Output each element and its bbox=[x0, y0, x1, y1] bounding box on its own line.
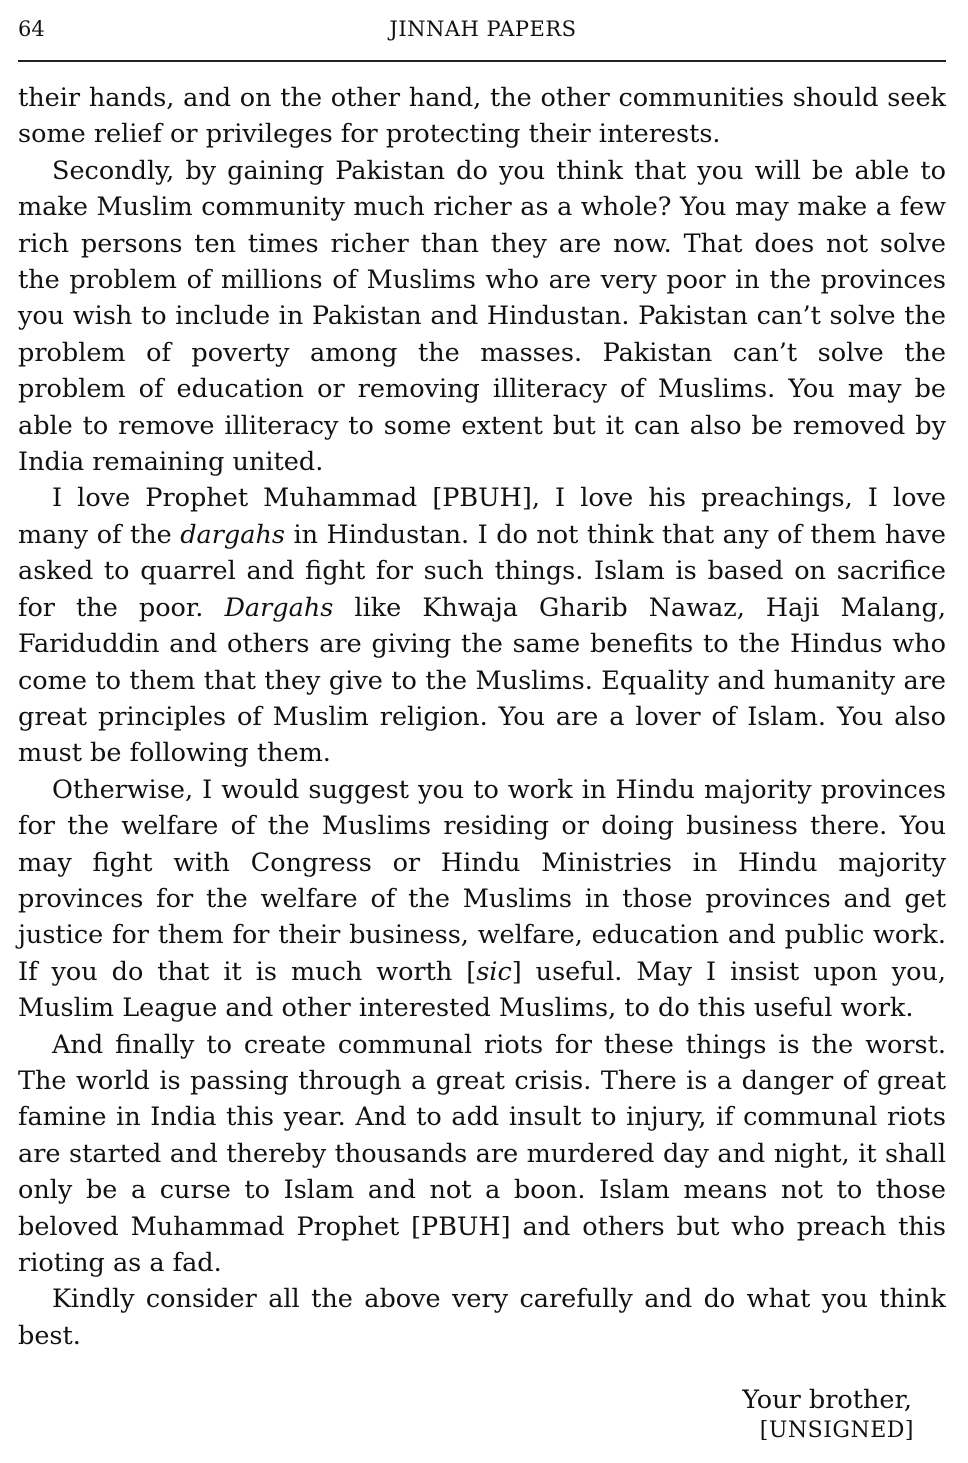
paragraph-4-text-b: ] useful. May I insist upon you, Muslim League and other interested Muslims, to do this useful work. bbox=[18, 956, 946, 1024]
paragraph-4 bbox=[18, 772, 946, 1027]
sic-term: sic bbox=[476, 956, 512, 987]
signature-line: [UNSIGNED] bbox=[759, 1418, 914, 1443]
page-number: 64 bbox=[18, 17, 45, 41]
dargahs-term: Dargahs bbox=[224, 592, 334, 623]
paragraph-4-text-a: Otherwise, I would suggest you to work in Hindu majority provinces for the welfare of the Muslims residing or doing business there. You may fight with Congress or Hindu Ministries in Hindu majority provinces for the welfare of the Muslims in those provinces and get justice for them for their business, welfare, education and public work. If you do that it is much worth [ bbox=[18, 774, 946, 987]
paragraph-3-text-b: in Hindustan. I do not think that any of them have asked to quarrel and fight for such things. Islam is based on sacrifice for the poor. bbox=[18, 519, 946, 623]
closing-salutation: Your brother, bbox=[742, 1385, 912, 1415]
paragraph-3-text-c: like Khwaja Gharib Nawaz, Haji Malang, Fariduddin and others are giving the same benefits to the Hindus who come to them that they give to the Muslims. Equality and humanity are great principles of Muslim religion. You are a lover of Islam. You also must be following them. bbox=[18, 592, 946, 769]
paragraph-3-text-a: I love Prophet Muhammad [PBUH], I love his preachings, I love many of the bbox=[18, 483, 946, 550]
dargahs-term: dargahs bbox=[180, 519, 285, 550]
paragraph-3 bbox=[18, 480, 946, 771]
letter-body bbox=[18, 80, 946, 1354]
header-rule bbox=[18, 60, 946, 62]
running-title: JINNAH PAPERS bbox=[389, 17, 577, 41]
paragraph-5: And finally to create communal riots for these things is the worst. The world is passing through a great crisis. There is a danger of great famine in India this year. And to add insult to injury, if communal riots are started and thereby thousands are murdered day and night, it shall only be a curse to Islam and not a boon. Islam means not to those beloved Muhammad Prophet [PBUH] and others but who preach this rioting as a fad. bbox=[18, 1029, 946, 1278]
paragraph-6: Kindly consider all the above very carefully and do what you think best. bbox=[18, 1284, 946, 1351]
paragraph-2: Secondly, by gaining Pakistan do you think that you will be able to make Muslim community much richer as a whole? You may make a few rich persons ten times richer than they are now. That does not solve the problem of millions of Muslims who are very poor in the provinces you wish to include in Pakistan and Hindustan. Pakistan can’t solve the problem of poverty among the masses. Pakistan can’t solve the problem of education or removing illiteracy of Muslims. You may be able to remove illiteracy to some extent but it can also be removed by India remaining united. bbox=[18, 155, 946, 478]
book-page bbox=[18, 0, 948, 1463]
paragraph-1: their hands, and on the other hand, the other communities should seek some relief or privileges for protecting their interests. bbox=[18, 83, 946, 150]
page-header bbox=[18, 14, 948, 44]
